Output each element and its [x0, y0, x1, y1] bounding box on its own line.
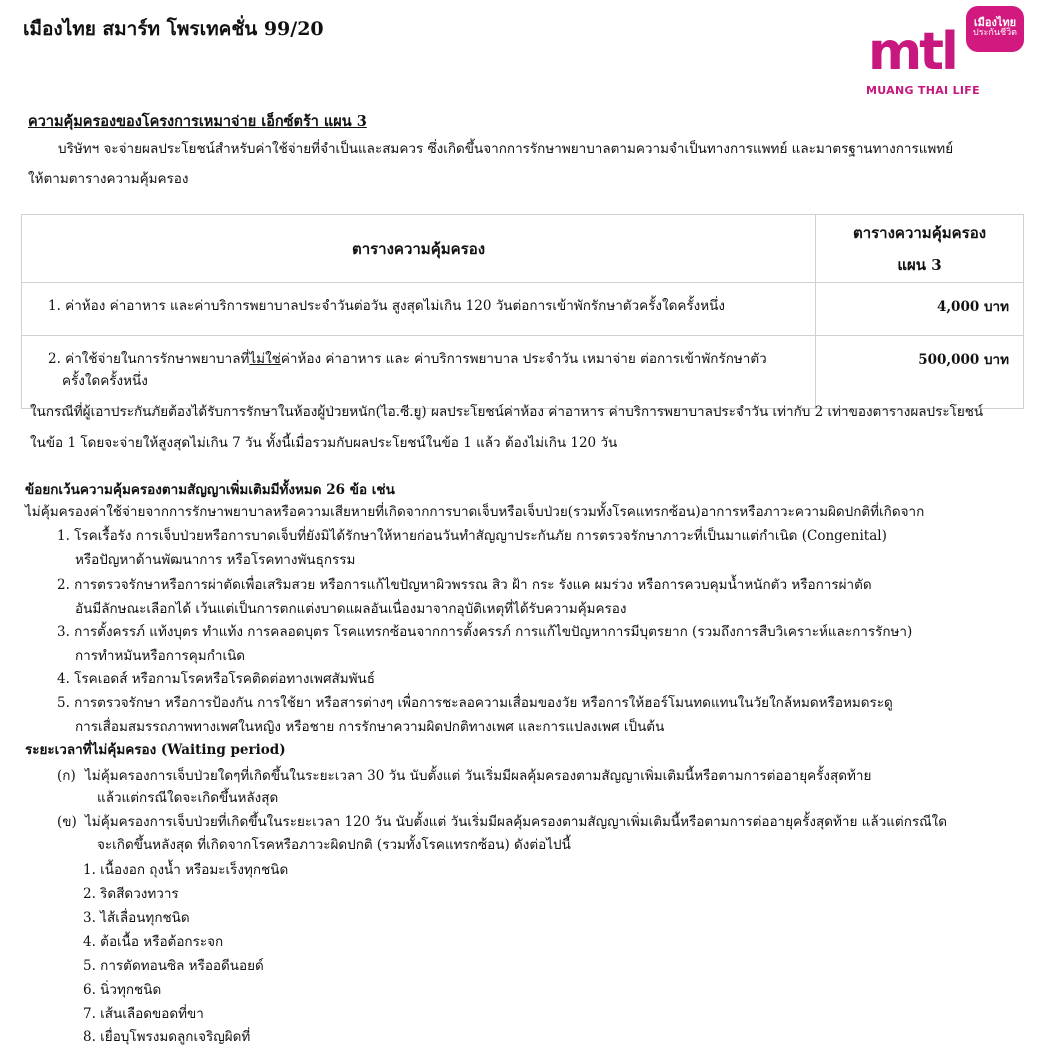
icu-note-line-2: ในข้อ 1 โดยจะจ่ายให้สูงสุดไม่เกิน 7 วัน ทั้งนี้เมื่อรวมกับผลประโยชน์ในข้อ 1 แล้ว ต้องไม่เกิน 120 วัน: [30, 435, 618, 451]
waiting-b-marker: (ข): [57, 814, 77, 830]
row2-text-post: ค่าห้อง ค่าอาหาร และ ค่าบริการพยาบาล ประจำวัน เหมาจ่าย ต่อการเข้าพักรักษาตัว: [280, 351, 767, 367]
table-row: [22, 336, 1024, 409]
exclusion-item-5-line2: การเสื่อมสมรรถภาพทางเพศในหญิง หรือชาย การรักษาความผิดปกติทางเพศ และการแปลงเพศ เป็นต้น: [75, 719, 665, 735]
disease-item: 8. เยื่อบุโพรงมดลูกเจริญผิดที่: [83, 1029, 251, 1045]
waiting-title: ระยะเวลาที่ไม่คุ้มครอง (Waiting period): [25, 742, 286, 758]
waiting-b-line1: ไม่คุ้มครองการเจ็บป่วยที่เกิดขึ้นในระยะเวลา 120 วัน นับตั้งแต่ วันเริ่มมีผลคุ้มครองตามสัญญาเพิ่มเติมนี้หรือตามการต่ออายุครั้งสุดท้าย แล้วแต่กรณีใด: [85, 814, 948, 830]
table-row-description: 1. ค่าห้อง ค่าอาหาร และค่าบริการพยาบาลประจำวันต่อวัน สูงสุดไม่เกิน 120 วันต่อการเข้าพักรักษาตัวครั้งใดครั้งหนึ่ง: [22, 283, 816, 336]
table-row-amount: 4,000 บาท: [816, 283, 1024, 336]
disease-item: 2. ริดสีดวงทวาร: [83, 886, 179, 902]
exclusions-intro: ไม่คุ้มครองค่าใช้จ่ายจากการรักษาพยาบาลหรือความเสียหายที่เกิดจากการบาดเจ็บหรือเจ็บป่วย(รวมทั้งโรคแทรกซ้อน)อาการหรือภาวะความผิดปกติที่เกิดจาก: [25, 504, 925, 520]
exclusion-item-4-line1: 4. โรคเอดส์ หรือกามโรคหรือโรคติดต่อทางเพศสัมพันธ์: [57, 671, 376, 687]
waiting-a-marker: (ก): [57, 768, 76, 784]
row2-text-line2: ครั้งใดครั้งหนึ่ง: [62, 373, 148, 389]
table-header-plan: [816, 215, 1024, 283]
exclusion-item-3-line2: การทำหมันหรือการคุมกำเนิด: [75, 648, 246, 664]
exclusion-item-1-line1: 1. โรคเรื้อรัง การเจ็บป่วยหรือการบาดเจ็บที่ยังมิได้รักษาให้หายก่อนวันทำสัญญาประกันภัย การตรวจรักษาภาวะที่เป็นมาแต่กำเนิด (Congenital): [57, 528, 887, 544]
exclusion-item-5-line1: 5. การตรวจรักษา หรือการป้องกัน การใช้ยา หรือสารต่างๆ เพื่อการชะลอความเสื่อมของวัย หรือการให้ฮอร์โมนทดแทนในวัยใกล้หมดหรือหมดระดู: [57, 695, 893, 711]
table-header-plan-line1: ตารางความคุ้มครอง: [852, 224, 987, 242]
disease-item: 5. การตัดทอนซิล หรืออดีนอยด์: [83, 958, 264, 974]
intro-line-2: ให้ตามตารางความคุ้มครอง: [28, 171, 189, 187]
intro-line-1: บริษัทฯ จะจ่ายผลประโยชน์สำหรับค่าใช้จ่ายที่จำเป็นและสมควร ซึ่งเกิดขึ้นจากการรักษาพยาบาลตามความจำเป็นทางการแพทย์ และมาตรฐานทางการแพทย์: [58, 141, 954, 157]
logo-mark: mtl: [868, 22, 956, 82]
waiting-a-line1: ไม่คุ้มครองการเจ็บป่วยใดๆที่เกิดขึ้นในระยะเวลา 30 วัน นับตั้งแต่ วันเริ่มมีผลคุ้มครองตามสัญญาเพิ่มเติมนี้หรือตามการต่ออายุครั้งสุดท้าย: [85, 768, 872, 784]
exclusion-item-3-line1: 3. การตั้งครรภ์ แท้งบุตร ทำแท้ง การคลอดบุตร โรคแทรกซ้อนจากการตั้งครรภ์ การแก้ไขปัญหาการมีบุตรยาก (รวมถึงการสืบวิเคราะห์และการรักษา): [57, 624, 913, 640]
coverage-table-header: [22, 215, 1024, 283]
exclusions-title: ข้อยกเว้นความคุ้มครองตามสัญญาเพิ่มเติมมีทั้งหมด 26 ข้อ เช่น: [25, 482, 395, 498]
document-title: เมืองไทย สมาร์ท โพรเทคชั่น 99/20: [23, 18, 324, 40]
table-row: [22, 283, 1024, 336]
section-title: ความคุ้มครองของโครงการเหมาจ่าย เอ็กซ์ตร้า แผน 3: [28, 113, 367, 130]
logo-brand-name: MUANG THAI LIFE: [866, 84, 980, 97]
waiting-b-line2: จะเกิดขึ้นหลังสุด ที่เกิดจากโรคหรือภาวะผิดปกติ (รวมทั้งโรคแทรกซ้อน) ดังต่อไปนี้: [97, 837, 571, 853]
logo-badge: [966, 6, 1024, 52]
row2-text-underlined: ไม่ใช่: [249, 351, 281, 367]
exclusion-item-2-line1: 2. การตรวจรักษาหรือการผ่าตัดเพื่อเสริมสวย หรือการแก้ไขปัญหาผิวพรรณ สิว ฝ้า กระ รังแค ผมร่วง หรือการควบคุมน้ำหนักตัว หรือการผ่าตัด: [57, 577, 872, 593]
table-row-amount: 500,000 บาท: [816, 336, 1024, 409]
disease-item: 7. เส้นเลือดขอดที่ขา: [83, 1006, 204, 1022]
disease-item: 1. เนื้องอก ถุงน้ำ หรือมะเร็งทุกชนิด: [83, 862, 289, 878]
exclusion-item-2-line2: อันมีลักษณะเลือกได้ เว้นแต่เป็นการตกแต่งบาดแผลอันเนื่องมาจากอุบัติเหตุที่ได้รับความคุ้มครอง: [75, 601, 627, 617]
coverage-table: [21, 214, 1024, 409]
logo-badge-line2: ประกันชีวิต: [973, 28, 1017, 39]
table-header-plan-line2: แผน 3: [897, 256, 942, 274]
disease-item: 3. ไส้เลื่อนทุกชนิด: [83, 910, 190, 926]
table-header-main: ตารางความคุ้มครอง: [22, 215, 816, 283]
disease-item: 4. ต้อเนื้อ หรือต้อกระจก: [83, 934, 224, 950]
icu-note-line-1: ในกรณีที่ผู้เอาประกันภัยต้องได้รับการรักษาในห้องผู้ป่วยหนัก(ไอ.ซี.ยู) ผลประโยชน์ค่าห้อง ค่าอาหาร ค่าบริการพยาบาลประจำวัน เท่ากับ 2 เท่าของตารางผลประโยชน์: [30, 404, 984, 420]
company-logo: [866, 4, 1026, 100]
disease-item: 6. นิ่วทุกชนิด: [83, 982, 162, 998]
table-row-description: [22, 336, 816, 409]
exclusion-item-1-line2: หรือปัญหาด้านพัฒนาการ หรือโรคทางพันธุกรรม: [75, 552, 356, 568]
waiting-a-line2: แล้วแต่กรณีใดจะเกิดขึ้นหลังสุด: [97, 790, 279, 806]
logo-badge-line1: เมืองไทย: [973, 16, 1017, 29]
row2-text-pre: 2. ค่าใช้จ่ายในการรักษาพยาบาลที่: [48, 351, 250, 367]
